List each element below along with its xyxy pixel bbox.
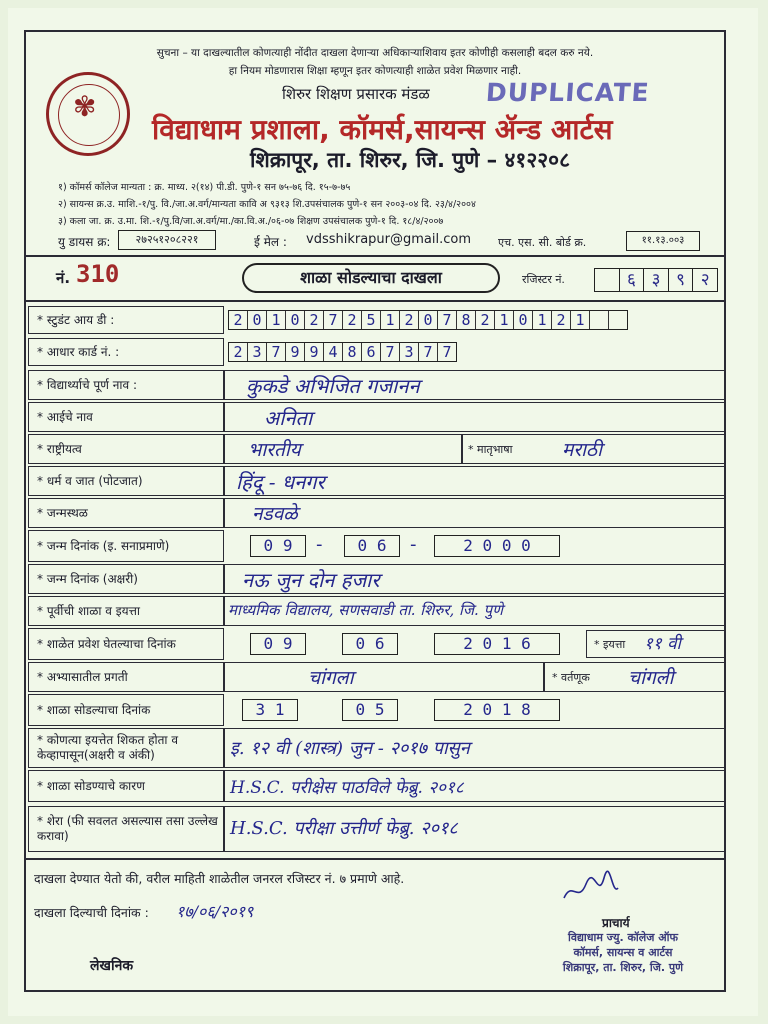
recognition-line: ३) कला जा. क्र. उ.मा. शि.-१/पु.वि/जा.अ.वर्ग/मा./का.वि.अ./०६-०७ शिक्षण उपसंचालक पुणे-१ दि. १८/४/२००७ bbox=[58, 216, 444, 227]
value-box bbox=[224, 662, 544, 692]
stamp-line: शिक्रापूर, ता. शिरुर, जि. पुणे bbox=[562, 961, 684, 974]
digit-cell: 2 bbox=[229, 311, 248, 329]
certificate-title: शाळा सोडल्याचा दाखला bbox=[242, 263, 500, 293]
digit-cell: 7 bbox=[438, 311, 457, 329]
dob-month-value: 0 6 bbox=[357, 536, 387, 555]
birthplace-row bbox=[24, 498, 726, 528]
digit-cell: 2 bbox=[400, 311, 419, 329]
dob-day bbox=[250, 535, 306, 557]
digit-cell bbox=[590, 311, 609, 329]
register-digit: ३ bbox=[644, 269, 669, 291]
digit-cell: 0 bbox=[419, 311, 438, 329]
dob-year bbox=[434, 535, 560, 557]
leaving-month bbox=[342, 699, 398, 721]
register-digit: ६ bbox=[620, 269, 645, 291]
divider bbox=[24, 858, 726, 860]
digit-cell: 2 bbox=[229, 343, 248, 361]
digit-cell: 7 bbox=[442, 343, 452, 361]
college-stamp bbox=[548, 930, 698, 975]
remarks-value: H.S.C. परीक्षा उत्तीर्ण फेब्रु. २०१८ bbox=[230, 818, 458, 839]
recognition-line: २) सायन्स क्र.उ. माशि.-१/पु. वि./जा.अ.वर्ग/मान्यता कावि अ ९३१३ शि.उपसंचालक पुणे-१ सन २००३-०४ दि. २३/४/२००४ bbox=[58, 199, 476, 210]
reason-row bbox=[24, 770, 726, 802]
stamp-line: विद्याधाम ज्यु. कॉलेज ऑफ bbox=[568, 931, 678, 944]
progress-value: चांगला bbox=[308, 667, 354, 689]
remarks-row bbox=[24, 806, 726, 852]
notice-line-2: हा नियम मोडणारास शिक्षा म्हणून इतर कोणत्याही शाळेत प्रवेश मिळणार नाही. bbox=[228, 65, 522, 77]
student-id-cells bbox=[228, 310, 628, 330]
birthplace-value: नडवळे bbox=[252, 503, 298, 525]
duplicate-stamp: DUPLICATE bbox=[484, 78, 651, 107]
aadhar-cells bbox=[228, 342, 457, 362]
student-name-row bbox=[24, 370, 726, 400]
digit-cell: 2 bbox=[343, 311, 362, 329]
digit-cell: 1 bbox=[381, 311, 400, 329]
issue-date-label: दाखला दिल्याची दिनांक : bbox=[34, 905, 149, 920]
progress-row bbox=[24, 662, 726, 692]
admission-day-value: 0 9 bbox=[263, 634, 293, 653]
dob-words-value: नऊ जुन दोन हजार bbox=[242, 568, 380, 592]
aadhar-label: * आधार कार्ड नं. : bbox=[28, 338, 224, 366]
remarks-label: * शेरा (फी सवलत असल्यास तसा उल्लेख करावा) bbox=[28, 806, 224, 852]
hsc-board-label: एच. एस. सी. बोर्ड क्र. bbox=[498, 236, 587, 249]
admission-year bbox=[434, 633, 560, 655]
notice-line-1: सुचना – या दाखल्यातील कोणत्याही नोंदीत दाखला देणाऱ्या अधिकाऱ्याशिवाय इतर कोणीही कसलाही बदल करु नये. bbox=[156, 47, 594, 59]
digit-cell: 6 bbox=[362, 343, 381, 361]
nationality-value: भारतीय bbox=[248, 439, 301, 461]
date-separator: - bbox=[316, 534, 323, 555]
leaving-year bbox=[434, 699, 560, 721]
stamp-line: कॉमर्स, सायन्स व आर्टस bbox=[573, 946, 673, 959]
divider bbox=[24, 300, 726, 302]
digit-cell: 1 bbox=[533, 311, 552, 329]
digit-cell bbox=[609, 311, 627, 329]
progress-label: * अभ्यासातील प्रगती bbox=[28, 662, 224, 692]
student-id-row bbox=[24, 306, 726, 334]
digit-cell: 7 bbox=[419, 343, 438, 361]
digit-cell: 5 bbox=[362, 311, 381, 329]
recognition-line: १) कॉमर्स कॉलेज मान्यता : क्र. माध्य. २(१४) पी.डी. पुणे-१ सन ७५-७६ दि. १५-७-७५ bbox=[58, 182, 351, 193]
digit-cell: 1 bbox=[267, 311, 286, 329]
date-separator: - bbox=[410, 534, 417, 555]
leaving-day-value: 3 1 bbox=[255, 700, 285, 719]
leaving-date-label: * शाळा सोडल्याचा दिनांक bbox=[28, 694, 224, 726]
admission-month-value: 0 6 bbox=[355, 634, 385, 653]
admission-year-value: 2 0 1 6 bbox=[463, 634, 531, 653]
digit-cell: 8 bbox=[457, 311, 476, 329]
email-value: vdsshikrapur@gmail.com bbox=[306, 232, 472, 247]
register-label: रजिस्टर नं. bbox=[522, 273, 565, 286]
leaving-date-row bbox=[24, 694, 726, 726]
admission-month bbox=[342, 633, 398, 655]
register-digit bbox=[595, 269, 620, 291]
cert-no-value: 310 bbox=[76, 260, 120, 288]
studying-since-row bbox=[24, 728, 726, 768]
standard-label: * इयत्ता bbox=[594, 638, 626, 651]
value-box bbox=[224, 498, 726, 528]
digit-cell: 1 bbox=[495, 311, 514, 329]
digit-cell: 0 bbox=[248, 311, 267, 329]
divider bbox=[24, 255, 726, 257]
dob-words-label: * जन्म दिनांक (अक्षरी) bbox=[28, 564, 224, 594]
mother-name-row bbox=[24, 402, 726, 432]
nationality-label: * राष्ट्रीयत्व bbox=[28, 434, 224, 464]
leaving-day bbox=[242, 699, 298, 721]
digit-cell: 0 bbox=[514, 311, 533, 329]
leaving-year-value: 2 0 1 8 bbox=[463, 700, 531, 719]
religion-label: * धर्म व जात (पोटजात) bbox=[28, 466, 224, 496]
org-name: शिरुर शिक्षण प्रसारक मंडळ bbox=[282, 85, 430, 103]
conduct-value: चांगली bbox=[628, 667, 674, 689]
digit-cell: 1 bbox=[571, 311, 590, 329]
religion-value: हिंदू - धनगर bbox=[236, 470, 325, 494]
student-id-label: * स्टुडंट आय डी : bbox=[28, 306, 224, 334]
digit-cell: 4 bbox=[324, 343, 343, 361]
udise-label: यु डायस क्र: bbox=[58, 235, 111, 249]
hsc-board-value: ११.१३.००३ bbox=[626, 231, 700, 251]
prev-school-row bbox=[24, 596, 726, 626]
reason-label: * शाळा सोडण्याचे कारण bbox=[28, 770, 224, 802]
digit-cell: 2 bbox=[552, 311, 571, 329]
register-digit: ९ bbox=[669, 269, 694, 291]
issue-date-value: १७/०६/२०१९ bbox=[176, 902, 254, 921]
admission-row bbox=[24, 628, 726, 660]
digit-cell: 7 bbox=[267, 343, 286, 361]
prev-school-label: * पूर्वीची शाळा व इयत्ता bbox=[28, 596, 224, 626]
cert-no-label: नं. bbox=[56, 269, 71, 287]
mother-tongue-label: * मातृभाषा bbox=[468, 443, 513, 456]
clerk-label: लेखनिक bbox=[90, 958, 134, 974]
dob-row bbox=[24, 530, 726, 562]
school-address: शिक्रापूर, ता. शिरुर, जि. पुणे – ४१२२०८ bbox=[250, 148, 571, 172]
principal-signature bbox=[560, 870, 620, 910]
mother-tongue-value: मराठी bbox=[562, 439, 603, 461]
principal-label: प्राचार्य bbox=[602, 916, 630, 930]
dob-day-value: 0 9 bbox=[263, 536, 293, 555]
religion-row bbox=[24, 466, 726, 496]
school-logo-icon: ✾ bbox=[46, 72, 130, 156]
register-digit: २ bbox=[700, 270, 710, 290]
student-name-label: * विद्यार्थ्याचे पूर्ण नाव : bbox=[28, 370, 224, 400]
digit-cell: 3 bbox=[248, 343, 267, 361]
admission-day bbox=[250, 633, 306, 655]
school-name: विद्याधाम प्रशाला, कॉमर्स,सायन्स ॲन्ड आर्टस bbox=[152, 113, 613, 146]
dob-words-row bbox=[24, 564, 726, 594]
digit-cell: 7 bbox=[324, 311, 343, 329]
student-name-value: कुकडे अभिजित गजानन bbox=[246, 374, 420, 398]
digit-cell: 2 bbox=[476, 311, 495, 329]
admission-label: * शाळेत प्रवेश घेतल्याचा दिनांक bbox=[28, 628, 224, 660]
register-number bbox=[594, 268, 718, 292]
nationality-row bbox=[24, 434, 726, 464]
studying-since-value: इ. १२ वी (शास्त्र) जुन - २०१७ पासुन bbox=[230, 738, 470, 759]
birthplace-label: * जन्मस्थळ bbox=[28, 498, 224, 528]
certification-text: दाखला देण्यात येतो की, वरील माहिती शाळेतील जनरल रजिस्टर नं. ७ प्रमाणे आहे. bbox=[34, 871, 405, 886]
udise-value: २७२५१२०८२२१ bbox=[118, 230, 216, 250]
digit-cell: 9 bbox=[286, 343, 305, 361]
reason-value: H.S.C. परीक्षेस पाठविले फेब्रु. २०१८ bbox=[230, 778, 464, 798]
prev-school-value: माध्यमिक विद्यालय, सणसवाडी ता. शिरुर, जि. पुणे bbox=[228, 601, 503, 619]
digit-cell: 3 bbox=[400, 343, 419, 361]
digit-cell: 0 bbox=[286, 311, 305, 329]
dob-month bbox=[344, 535, 400, 557]
conduct-label: * वर्तणूक bbox=[552, 671, 590, 684]
standard-value: ११ वी bbox=[644, 634, 681, 654]
studying-since-label: * कोणत्या इयत्तेत शिकत होता व केव्हापासून(अक्षरी व अंकी) bbox=[28, 728, 224, 768]
dob-label: * जन्म दिनांक (इ. सनाप्रमाणे) bbox=[28, 530, 224, 562]
mother-name-label: * आईचे नाव bbox=[28, 402, 224, 432]
email-label: ई मेल : bbox=[254, 235, 287, 249]
digit-cell: 9 bbox=[305, 343, 324, 361]
dob-year-value: 2 0 0 0 bbox=[463, 536, 531, 555]
digit-cell: 2 bbox=[305, 311, 324, 329]
digit-cell: 8 bbox=[343, 343, 362, 361]
leaving-month-value: 0 5 bbox=[355, 700, 385, 719]
aadhar-row bbox=[24, 338, 726, 366]
digit-cell: 7 bbox=[381, 343, 400, 361]
mother-name-value: अनिता bbox=[264, 406, 313, 430]
